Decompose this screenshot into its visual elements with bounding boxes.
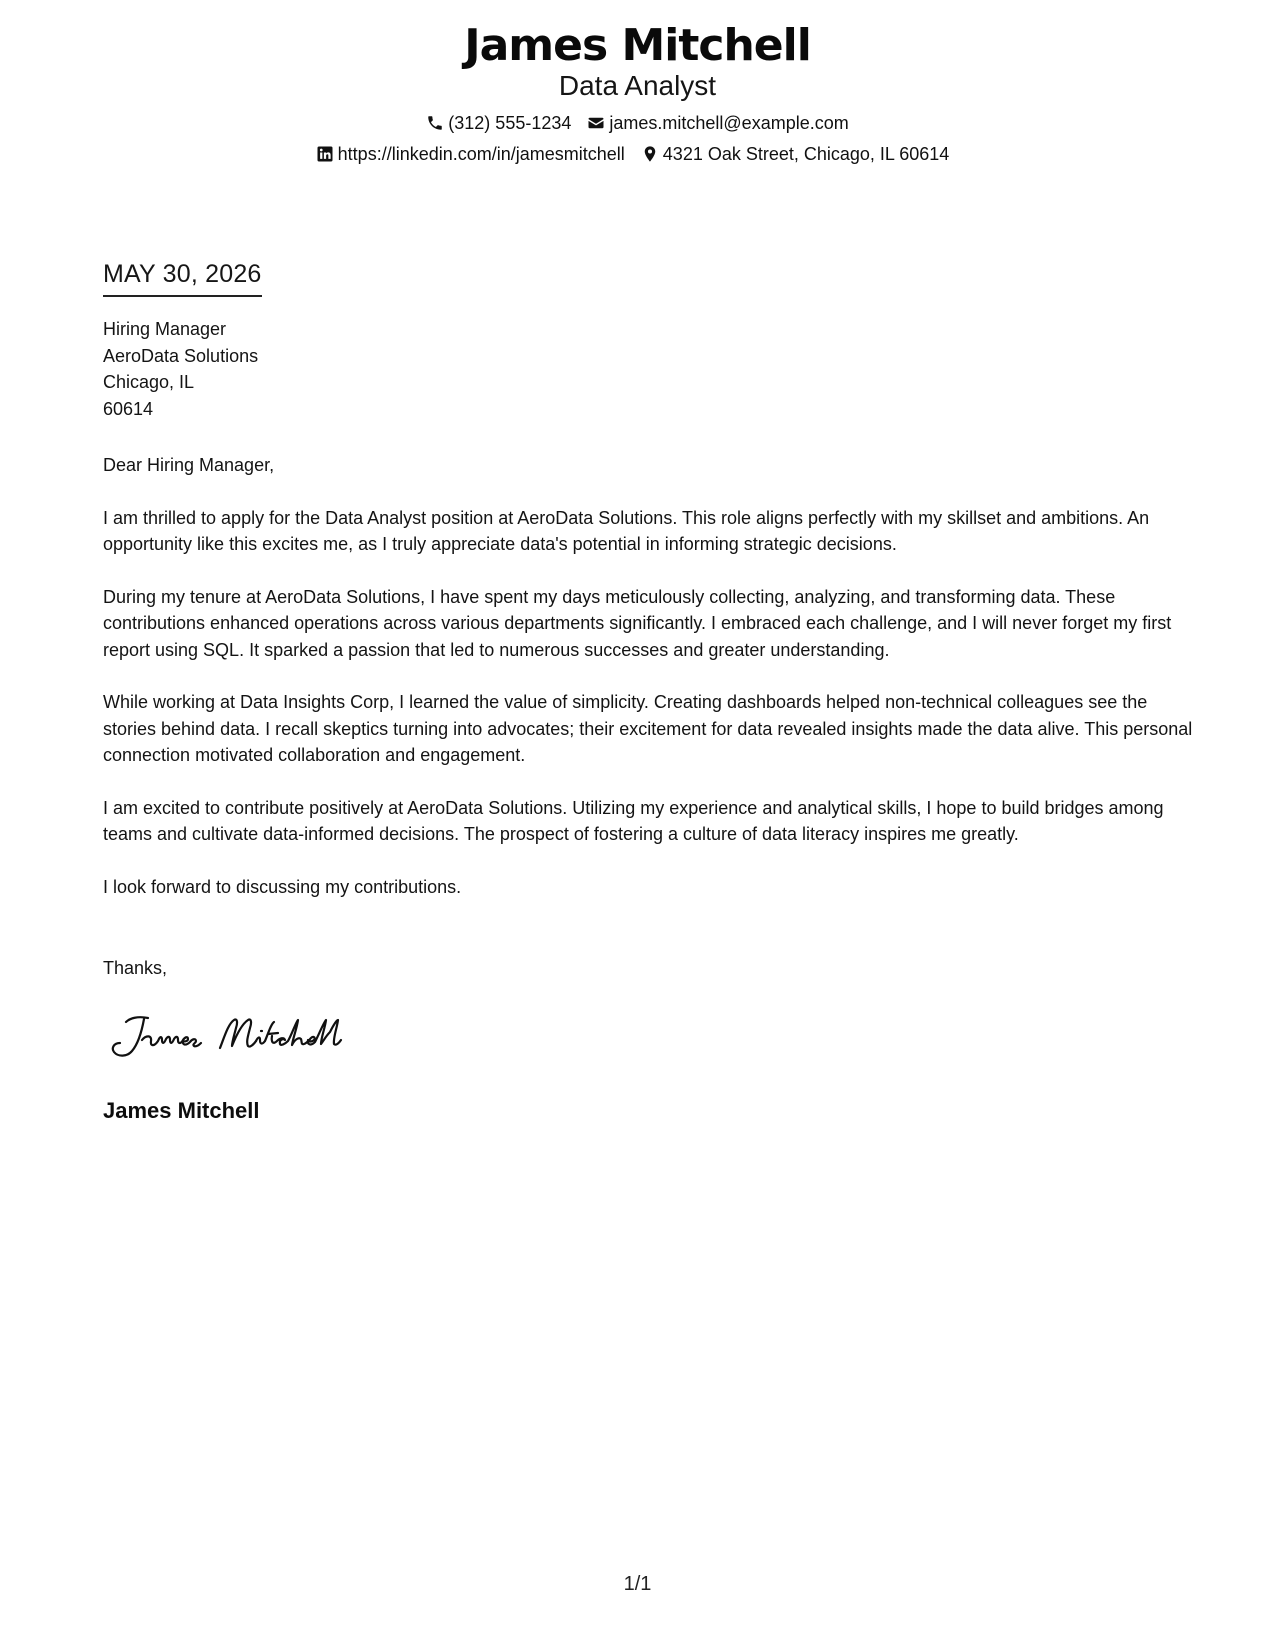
address-text: 4321 Oak Street, Chicago, IL 60614 (662, 144, 950, 164)
phone-text: (312) 555-1234 (448, 113, 572, 133)
recipient-line: 60614 (103, 398, 154, 419)
letter-header (0, 18, 1275, 165)
linkedin-contact[interactable] (316, 143, 625, 165)
page-number: 1/1 (623, 1573, 652, 1595)
signed-name: James Mitchell (103, 1098, 260, 1123)
salutation: Dear Hiring Manager, (103, 455, 275, 475)
phone-contact (426, 112, 571, 134)
letter-date: MAY 30, 2026 (103, 259, 262, 297)
signoff: Thanks, (103, 958, 168, 978)
contact-row-secondary (0, 143, 1270, 165)
body-paragraph: While working at Data Insights Corp, I learned the value of simplicity. Creating dashboards helped non-technical colleagues see the stories behind data. I recall skeptics turning into advocates; their excitement for data revealed insights made the data alive. This personal connection motivated collaboration and engagement. (103, 692, 1193, 765)
applicant-name: James Mitchell (464, 20, 811, 71)
email-text[interactable]: james.mitchell@example.com (609, 113, 849, 133)
recipient-line: Hiring Manager (103, 319, 227, 339)
body-paragraph: I am excited to contribute positively at AeroData Solutions. Utilizing my experience and analytical skills, I hope to build bridges among teams and cultivate data-informed decisions. The prospect of fostering a culture of data literacy inspires me greatly. (103, 797, 1164, 844)
phone-icon (426, 114, 444, 132)
address-contact (641, 143, 950, 165)
body-paragraph: During my tenure at AeroData Solutions, I have spent my days meticulously collecting, analyzing, and transforming data. These contributions enhanced operations across various departments significantly. I embraced each challenge, and I will never forget my first report using SQL. It sparked a passion that led to numerous successes and greater understanding. (103, 586, 1172, 660)
envelope-icon (587, 114, 605, 132)
email-contact[interactable] (587, 112, 848, 134)
linkedin-text[interactable]: https://linkedin.com/in/jamesmitchell (337, 144, 625, 164)
contact-row-primary (0, 112, 1275, 134)
letter-body (103, 452, 1193, 900)
recipient-line: Chicago, IL (103, 372, 195, 392)
applicant-role: Data Analyst (558, 70, 717, 101)
letter-date-block (103, 259, 262, 297)
recipient-line: AeroData Solutions (103, 345, 259, 366)
recipient-address (103, 316, 258, 422)
body-paragraph: I am thrilled to apply for the Data Analyst position at AeroData Solutions. This role aligns perfectly with my skillset and ambitions. An opportunity like this excites me, as I truly appreciate data's potential in informing strategic decisions. (103, 507, 1150, 554)
map-pin-icon (641, 145, 659, 163)
closing-line: I look forward to discussing my contributions. (103, 876, 462, 897)
linkedin-icon (316, 145, 334, 163)
handwritten-signature (108, 1010, 368, 1070)
